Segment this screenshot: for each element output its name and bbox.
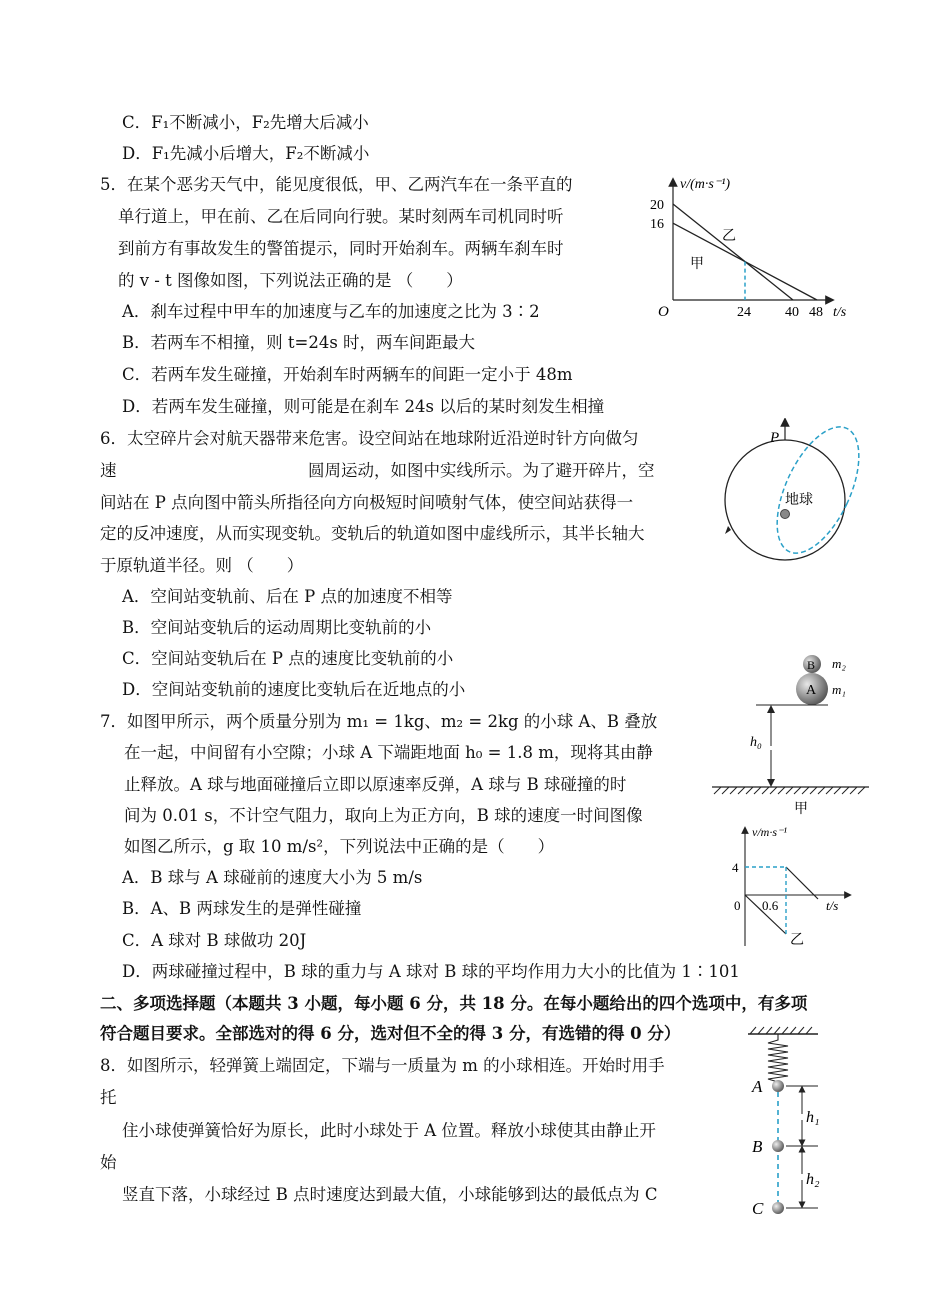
q8-stem-line1-cont: 托 xyxy=(100,1088,117,1107)
y-tick-20: 20 xyxy=(650,198,664,213)
q5-stem-line4: 的 v - t 图像如图，下列说法正确的是 （ ） xyxy=(118,271,463,290)
y-axis-label: v/(m·s⁻¹) xyxy=(680,177,731,192)
q5-option-b: B．若两车不相撞，则 t=24s 时，两车间距最大 xyxy=(122,333,476,352)
ground-hatching xyxy=(714,787,865,794)
figure-yi-caption: 乙 xyxy=(790,933,804,948)
series-line-yi xyxy=(673,204,793,300)
q7-stem-line3: 止释放。A 球与地面碰撞后立即以原速率反弹，A 球与 B 球碰撞的时 xyxy=(124,775,627,794)
q6-option-a: A．空间站变轨前、后在 P 点的加速度不相等 xyxy=(122,587,453,606)
label-c: C xyxy=(752,1199,764,1218)
q5-stem-line2: 单行道上，甲在前、乙在后同向行驶。某时刻两车司机同时听 xyxy=(118,207,564,226)
q8-spring-figure xyxy=(740,1022,840,1222)
label-b: B xyxy=(752,1137,763,1156)
q7-option-c: C．A 球对 B 球做功 20J xyxy=(122,931,307,950)
point-p-label: P xyxy=(770,430,780,446)
q6-option-c: C．空间站变轨后在 P 点的速度比变轨前的小 xyxy=(122,649,454,668)
label-a: A xyxy=(752,1077,763,1096)
q7-stem-line5: 如图乙所示，g 取 10 m/s²，下列说法中正确的是（ ） xyxy=(124,837,555,856)
q6-orbit-figure xyxy=(718,418,863,568)
v-tick-4: 4 xyxy=(732,860,739,875)
earth-dot xyxy=(781,510,790,519)
q5-vt-graph xyxy=(640,170,865,325)
q7-option-d: D．两球碰撞过程中，B 球的重力与 A 球对 B 球的平均作用力大小的比值为 1∶101 xyxy=(122,962,740,981)
x-tick-40: 40 xyxy=(785,305,799,320)
orbit-direction-arrow xyxy=(725,526,731,534)
m2-label: m₂ xyxy=(832,656,846,671)
q7-figure-jia xyxy=(706,650,872,820)
q6-option-b: B．空间站变轨后的运动周期比变轨前的小 xyxy=(122,618,432,637)
q6-stem-line5: 于原轨道半径。则 （ ） xyxy=(100,556,304,575)
q8-stem-line2-cont: 始 xyxy=(100,1153,117,1172)
q5-stem-line1: 5．在某个恶劣天气中，能见度很低，甲、乙两汽车在一条平直的 xyxy=(100,175,573,194)
q7-option-b: B．A、B 两球发生的是弹性碰撞 xyxy=(122,899,362,918)
figure-jia-caption: 甲 xyxy=(794,802,808,817)
t-tick-0.6: 0.6 xyxy=(762,898,779,913)
q8-stem-line2: 住小球使弹簧恰好为原长，此时小球处于 A 位置。释放小球使其由静止开 xyxy=(122,1121,656,1140)
q7-figure-yi xyxy=(726,822,856,950)
label-yi: 乙 xyxy=(722,229,736,244)
ball-at-a xyxy=(772,1080,784,1092)
q8-stem-line3: 竖直下落，小球经过 B 点时速度达到最大值，小球能够到达的最低点为 C xyxy=(122,1185,658,1204)
earth-label: 地球 xyxy=(785,493,813,508)
q4-option-c: C．F₁不断减小，F₂先增大后减小 xyxy=(122,113,369,132)
label-h1: h₁ xyxy=(806,1109,820,1126)
q7-option-a: A．B 球与 A 球碰前的速度大小为 5 m/s xyxy=(122,868,423,887)
label-h2: h₂ xyxy=(806,1171,820,1188)
q6-stem-line2a: 速 xyxy=(100,461,117,480)
q5-option-a: A．刹车过程中甲车的加速度与乙车的加速度之比为 3∶2 xyxy=(122,302,540,321)
m1-label: m₁ xyxy=(832,682,846,697)
y-tick-16: 16 xyxy=(650,217,664,233)
q6-stem-line2b: 圆周运动，如图中实线所示。为了避开碎片，空 xyxy=(308,461,655,480)
q6-stem-line4: 定的反冲速度，从而实现变轨。变轨后的轨道如图中虚线所示，其半长轴大 xyxy=(100,524,645,543)
v-line-after-collision xyxy=(786,867,818,899)
x-axis-label: t/s xyxy=(833,305,847,320)
x-tick-24: 24 xyxy=(737,305,751,320)
label-jia: 甲 xyxy=(690,257,704,272)
ceiling-hatching xyxy=(750,1027,812,1034)
q5-option-d: D．若两车发生碰撞，则可能是在刹车 24s 以后的某时刻发生相撞 xyxy=(122,397,605,416)
origin-label: O xyxy=(658,304,669,320)
q7-stem-line4: 间为 0.01 s，不计空气阻力，取向上为正方向，B 球的速度一时间图像 xyxy=(124,806,643,825)
v-axis-label: v/m·s⁻¹ xyxy=(752,825,787,839)
t-axis-label: t/s xyxy=(826,898,839,913)
q5-option-c: C．若两车发生碰撞，开始刹车时两辆车的间距一定小于 48m xyxy=(122,365,573,384)
h0-label: h₀ xyxy=(750,735,762,750)
q5-stem-line3: 到前方有事故发生的警笛提示，同时开始刹车。两辆车刹车时 xyxy=(118,239,564,258)
x-tick-48: 48 xyxy=(809,305,823,320)
q8-stem-line1: 8．如图所示，轻弹簧上端固定，下端与一质量为 m 的小球相连。开始时用手 xyxy=(100,1056,665,1075)
q4-option-d: D．F₁先减小后增大，F₂不断减小 xyxy=(122,144,370,163)
ball-at-c xyxy=(772,1202,784,1214)
q7-stem-line1: 7．如图甲所示，两个质量分别为 m₁ = 1kg、m₂ = 2kg 的小球 A、B 叠放 xyxy=(100,712,658,731)
q6-stem-line3: 间站在 P 点向图中箭头所指径向方向极短时间喷射气体，使空间站获得一 xyxy=(100,493,634,512)
spring xyxy=(768,1034,788,1084)
section2-heading-line1: 二、多项选择题（本题共 3 小题，每小题 6 分，共 18 分。在每小题给出的四个选项中，有多项 xyxy=(100,994,808,1013)
q6-option-d: D．空间站变轨前的速度比变轨后在近地点的小 xyxy=(122,680,466,699)
ball-a-label: A xyxy=(806,683,817,698)
section2-heading-line2: 符合题目要求。全部选对的得 6 分，选对但不全的得 3 分，有选错的得 0 分） xyxy=(100,1024,681,1043)
origin-label: 0 xyxy=(734,898,741,913)
ball-b-label: B xyxy=(807,658,816,672)
q7-stem-line2: 在一起，中间留有小空隙；小球 A 下端距地面 h₀ = 1.8 m，现将其由静 xyxy=(124,743,653,762)
q6-stem-line1: 6．太空碎片会对航天器带来危害。设空间站在地球附近沿逆时针方向做匀 xyxy=(100,429,639,448)
ball-at-b xyxy=(772,1140,784,1152)
